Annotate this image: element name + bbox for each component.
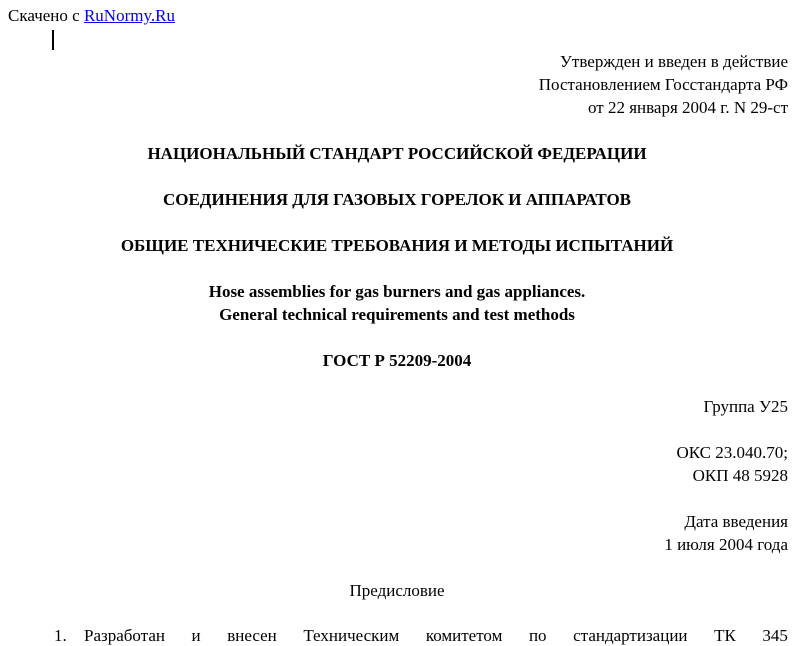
national-standard-heading: НАЦИОНАЛЬНЫЙ СТАНДАРТ РОССИЙСКОЙ ФЕДЕРАЦИИ (147, 144, 647, 163)
runormy-site-link[interactable]: RuNormy.Ru (83, 6, 175, 25)
foreword-word: Техническим (303, 626, 400, 645)
approval-line-3: от 22 января 2004 г. N 29-ст (587, 98, 788, 117)
foreword-word: комитетом (425, 626, 503, 645)
english-title-line-2: General technical requirements and test methods (219, 305, 575, 324)
list-item-number: 1. (54, 626, 67, 645)
oks-code: ОКС 23.040.70; (676, 443, 788, 462)
foreword-word: ТК (714, 626, 736, 645)
approval-line-1: Утвержден и введен в действие (559, 52, 788, 71)
download-source-line (8, 6, 175, 26)
download-prefix-text: Скачено с (8, 6, 80, 25)
english-title-line-1: Hose assemblies for gas burners and gas appliances. (208, 282, 586, 301)
group-code: Группа У25 (703, 397, 788, 416)
foreword-word: стандартизации (573, 626, 688, 645)
foreword-word: внесен (227, 626, 277, 645)
foreword-heading: Предисловие (349, 581, 445, 600)
gost-number: ГОСТ Р 52209-2004 (322, 351, 472, 370)
russian-title: СОЕДИНЕНИЯ ДЛЯ ГАЗОВЫХ ГОРЕЛОК И АППАРАТОВ (162, 190, 632, 209)
intro-date-value: 1 июля 2004 года (664, 535, 788, 554)
intro-date-label: Дата введения (684, 512, 788, 531)
text-cursor (52, 30, 54, 50)
foreword-word: по (528, 626, 547, 645)
foreword-word: 345 (762, 626, 788, 645)
approval-line-2: Постановлением Госстандарта РФ (538, 75, 788, 94)
foreword-item-1 (84, 626, 788, 646)
russian-subtitle: ОБЩИЕ ТЕХНИЧЕСКИЕ ТРЕБОВАНИЯ И МЕТОДЫ ИСПЫТАНИЙ (120, 236, 674, 255)
foreword-word: и (191, 626, 201, 645)
foreword-word: Разработан (84, 626, 165, 645)
okp-code: ОКП 48 5928 (692, 466, 788, 485)
